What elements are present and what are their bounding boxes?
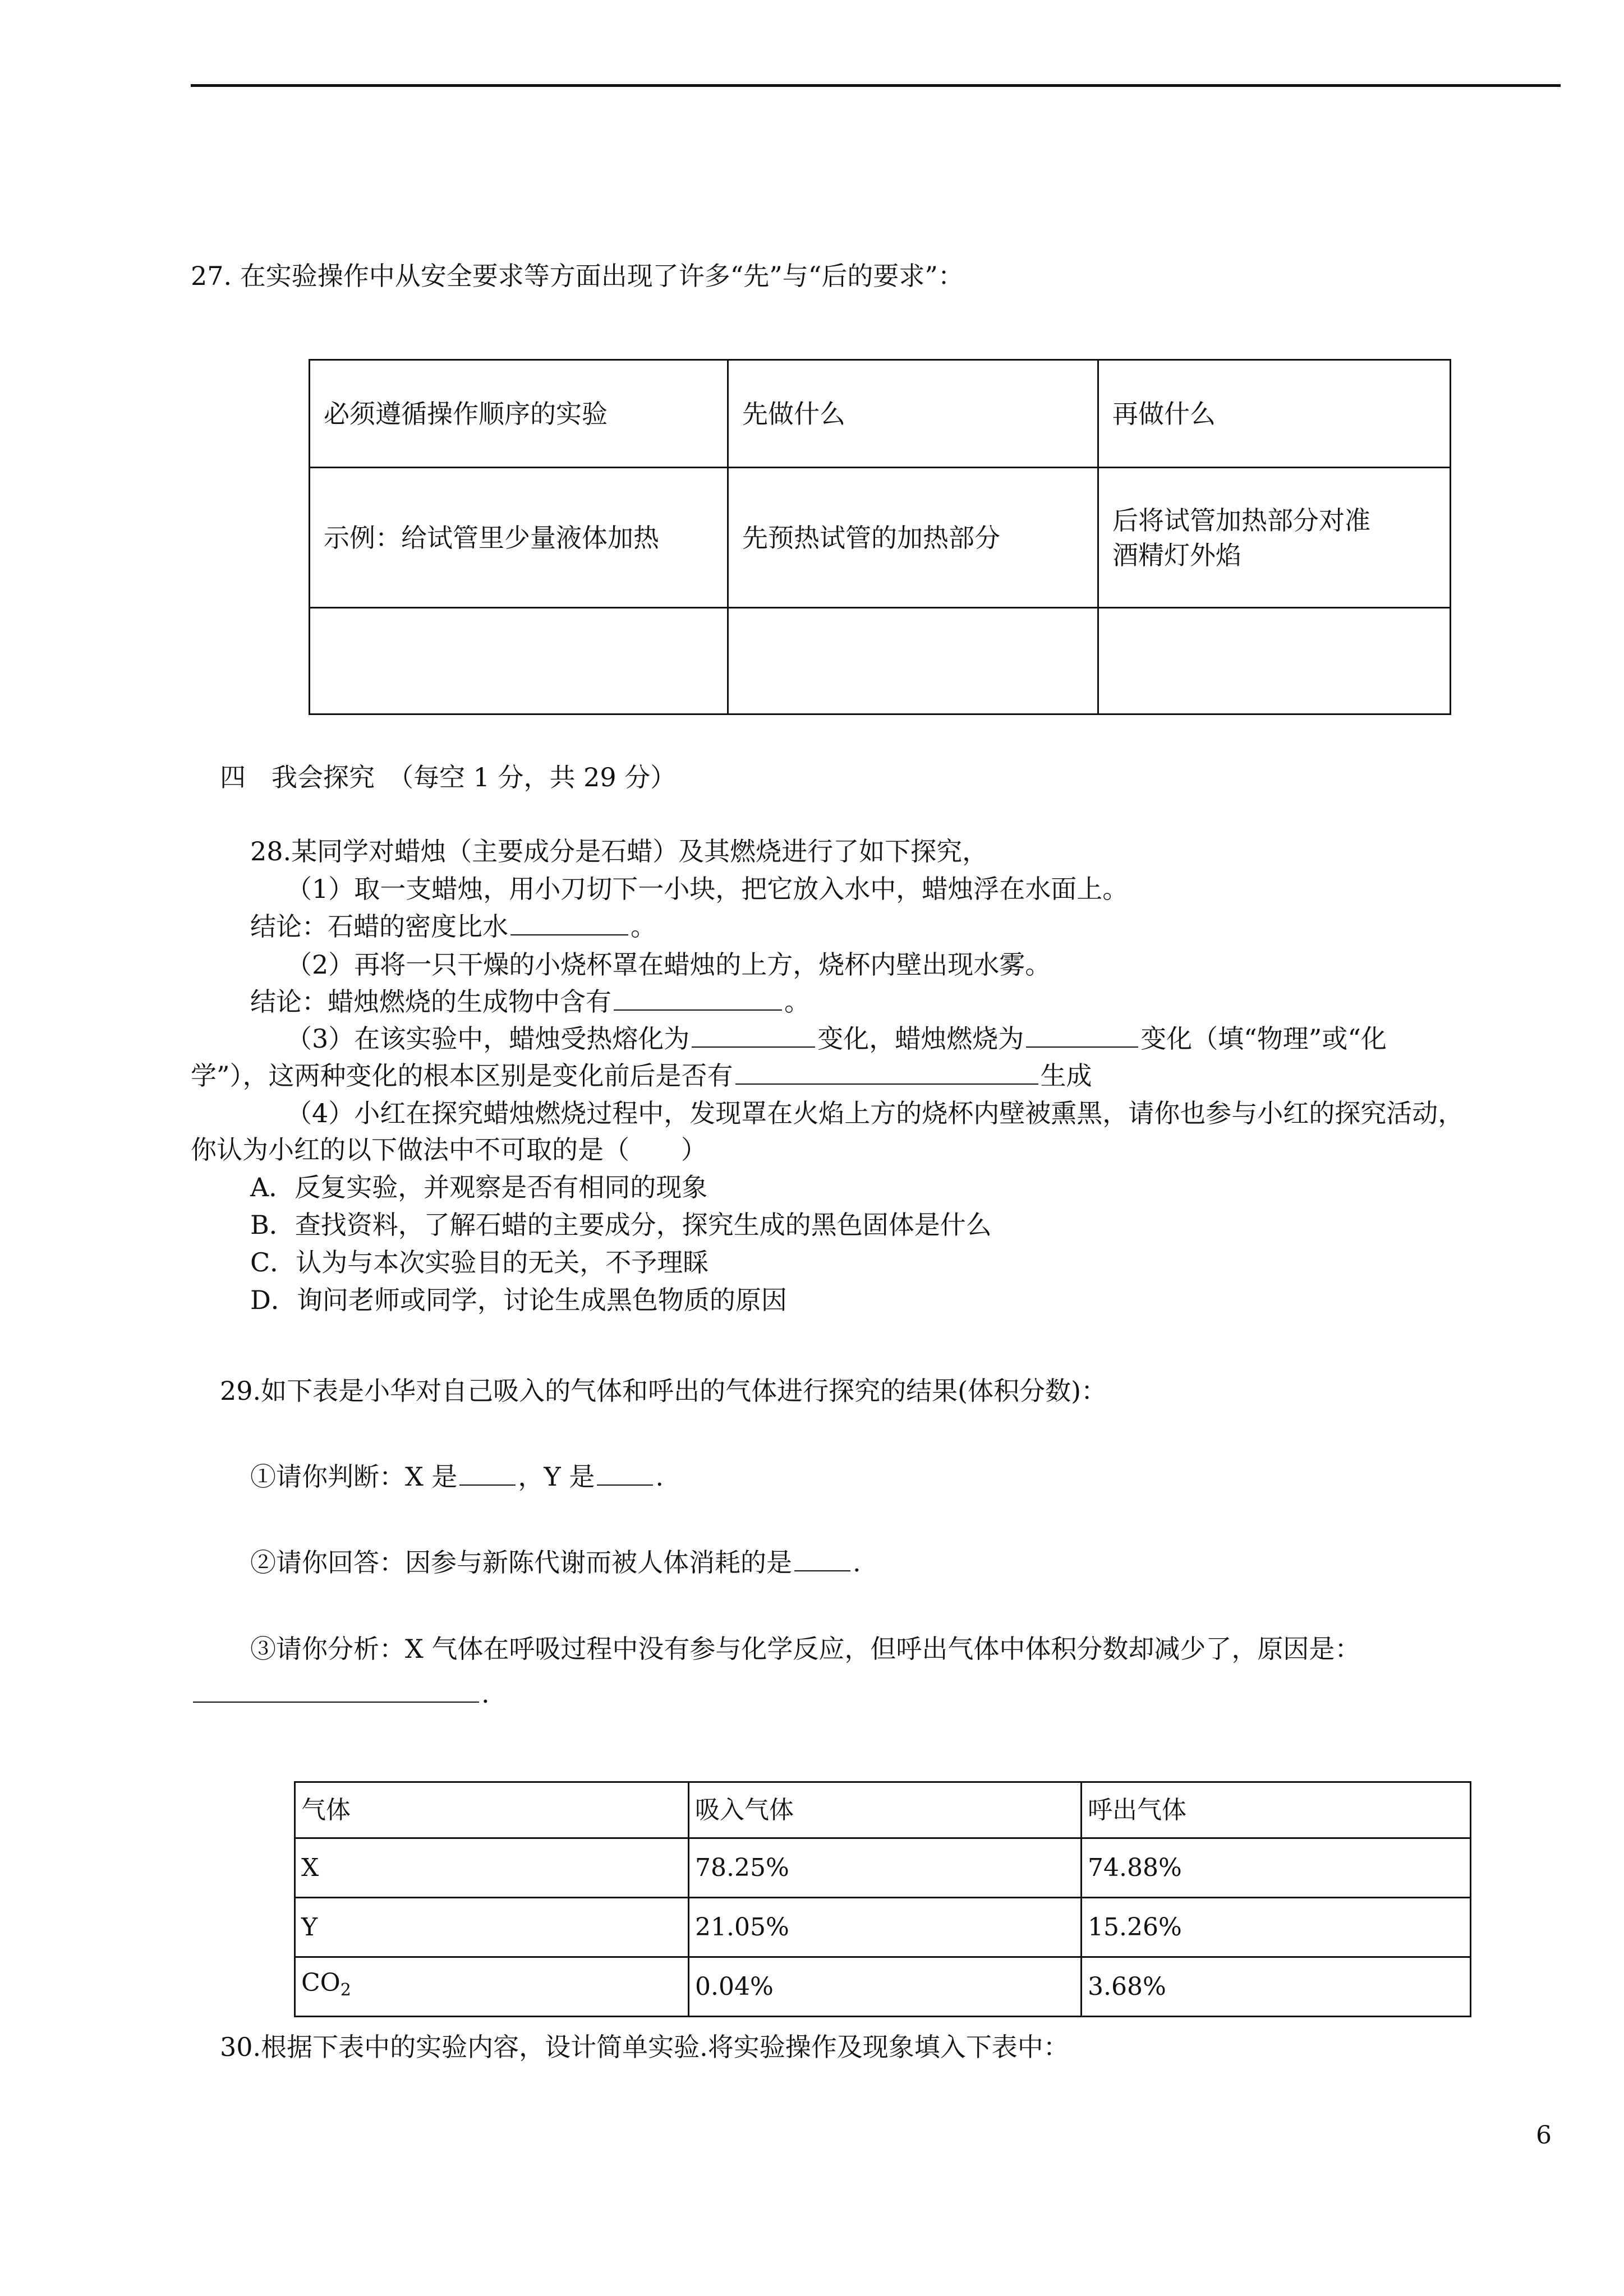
table-cell [310, 608, 728, 714]
table-row [295, 1898, 1471, 1957]
q28-option-a: A．反复实验，并观察是否有相同的现象 [250, 1172, 708, 1202]
table-cell: Y [295, 1898, 689, 1957]
answer-blank [692, 1023, 815, 1048]
table-cell: 15.26% [1082, 1898, 1471, 1957]
table-cell [1098, 468, 1451, 608]
table-cell: 3.68% [1082, 1957, 1471, 2017]
q28-part3 [286, 1022, 1387, 1055]
table-cell: 示例：给试管里少量液体加热 [310, 468, 728, 608]
q27-table [309, 359, 1451, 715]
q28-conclusion2 [250, 985, 810, 1018]
table-cell: 吸入气体 [689, 1782, 1082, 1838]
q28-option-b: B．查找资料，了解石蜡的主要成分，探究生成的黑色固体是什么 [250, 1210, 992, 1240]
text: ②请你回答：因参与新陈代谢而被人体消耗的是 [250, 1547, 792, 1578]
q28-option-d: D．询问老师或同学，讨论生成黑色物质的原因 [250, 1285, 787, 1315]
text: . [853, 1547, 861, 1578]
page-number: 6 [1536, 2121, 1552, 2150]
answer-blank [510, 911, 628, 935]
q28-intro: 28.某同学对蜡烛（主要成分是石蜡）及其燃烧进行了如下探究， [250, 836, 988, 866]
text: ，Y 是 [518, 1461, 595, 1492]
table-cell [728, 608, 1098, 714]
answer-blank [459, 1461, 516, 1486]
answer-blank [1026, 1023, 1138, 1048]
q29-table [294, 1781, 1471, 2017]
text: 。 [631, 911, 656, 942]
table-row [310, 608, 1451, 714]
table-cell: 先预热试管的加热部分 [728, 468, 1098, 608]
q29-sub3: ③请你分析：X 气体在呼吸过程中没有参与化学反应，但呼出气体中体积分数却减少了，原因是： [250, 1634, 1361, 1664]
table-cell: 74.88% [1082, 1838, 1471, 1898]
q28-conclusion1 [250, 910, 656, 943]
q29-sub3-answer [191, 1677, 490, 1711]
text: . [655, 1461, 664, 1492]
table-header-row [295, 1782, 1471, 1838]
q28-part1: （1）取一支蜡烛，用小刀切下一小块，把它放入水中，蜡烛浮在水面上。 [286, 874, 1129, 904]
q28-part3-cont [191, 1059, 1092, 1092]
section-title: 四 我会探究 （每空 1 分，共 29 分） [220, 762, 677, 792]
text: . [481, 1679, 490, 1709]
q28-part4-question: 你认为小红的以下做法中不可取的是（ ） [191, 1135, 707, 1165]
answer-blank [735, 1060, 1038, 1085]
table-cell: 21.05% [689, 1898, 1082, 1957]
answer-blank [597, 1461, 653, 1486]
table-cell: 再做什么 [1098, 360, 1451, 468]
table-row [295, 1838, 1471, 1898]
text: 结论：蜡烛燃烧的生成物中含有 [250, 986, 611, 1017]
table-cell: 0.04% [689, 1957, 1082, 2017]
text: 结论：石蜡的密度比水 [250, 911, 508, 942]
q29-sub2 [250, 1546, 861, 1579]
q30-intro: 30.根据下表中的实验内容，设计简单实验.将实验操作及现象填入下表中： [220, 2032, 1069, 2062]
text: ①请你判断：X 是 [250, 1461, 458, 1492]
q29-intro: 29.如下表是小华对自己吸入的气体和呼出的气体进行探究的结果(体积分数)： [220, 1376, 1107, 1406]
q28-part4: （4）小红在探究蜡烛燃烧过程中，发现罩在火焰上方的烧杯内壁被熏黑，请你也参与小红的探究活动， [286, 1098, 1464, 1128]
table-header-row [310, 360, 1451, 468]
table-row [295, 1957, 1471, 2017]
text: 学”），这两种变化的根本区别是变化前后是否有 [191, 1061, 733, 1091]
cell-line: 酒精灯外焰 [1112, 540, 1241, 570]
answer-blank [794, 1547, 850, 1571]
table-cell [1098, 608, 1451, 714]
answer-blank [193, 1678, 479, 1703]
subscript: 2 [340, 1980, 351, 2000]
answer-blank [614, 986, 782, 1011]
table-cell [295, 1957, 689, 2017]
table-cell: 先做什么 [728, 360, 1098, 468]
table-cell: X [295, 1838, 689, 1898]
text: 生成 [1040, 1061, 1092, 1091]
table-cell: 78.25% [689, 1838, 1082, 1898]
table-cell: 气体 [295, 1782, 689, 1838]
q29-sub1 [250, 1460, 664, 1493]
q27-prompt: 27. 在实验操作中从安全要求等方面出现了许多“先”与“后的要求”： [191, 261, 964, 291]
q28-part2: （2）再将一只干燥的小烧杯罩在蜡烛的上方，烧杯内壁出现水雾。 [286, 949, 1051, 980]
q28-option-c: C．认为与本次实验目的无关，不予理睬 [250, 1247, 709, 1278]
cell-line: 后将试管加热部分对准 [1112, 505, 1370, 536]
table-row [310, 468, 1451, 608]
text: 。 [784, 986, 810, 1017]
table-cell: 呼出气体 [1082, 1782, 1471, 1838]
text: 变化，蜡烛燃烧为 [817, 1023, 1024, 1054]
text: （3）在该实验中，蜡烛受热熔化为 [286, 1023, 690, 1054]
header-rule [191, 84, 1561, 87]
formula: CO [301, 1968, 341, 1997]
text: 变化（填“物理”或“化 [1140, 1023, 1387, 1054]
table-cell: 必须遵循操作顺序的实验 [310, 360, 728, 468]
